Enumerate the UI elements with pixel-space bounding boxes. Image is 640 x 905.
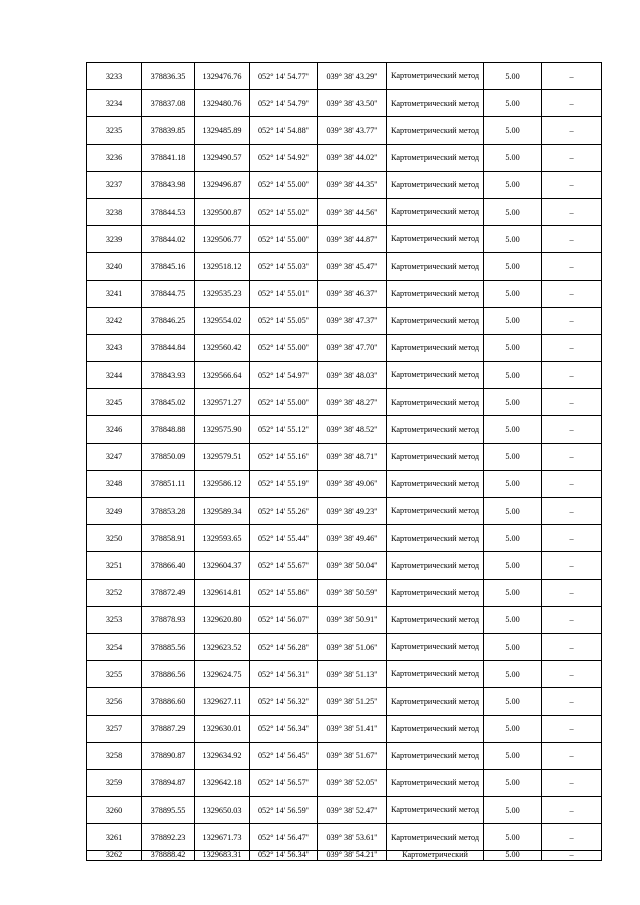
longitude-cell: 039° 38' 52.47": [318, 797, 387, 824]
method-cell: Картометрический метод: [387, 334, 484, 361]
table-row: [87, 552, 602, 579]
y-coordinate-cell: 1329500.87: [195, 198, 250, 225]
point-number-cell: 3253: [87, 606, 142, 633]
longitude-cell: 039° 38' 43.29": [318, 63, 387, 90]
table-row: [87, 198, 602, 225]
longitude-cell: 039° 38' 48.52": [318, 416, 387, 443]
table-row: [87, 171, 602, 198]
table-row: [87, 443, 602, 470]
longitude-cell: 039° 38' 48.03": [318, 362, 387, 389]
method-cell: Картометрический метод: [387, 144, 484, 171]
point-number-cell: 3243: [87, 334, 142, 361]
x-coordinate-cell: 378895.55: [142, 797, 195, 824]
point-number-cell: 3238: [87, 198, 142, 225]
x-coordinate-cell: 378843.93: [142, 362, 195, 389]
method-cell: Картометрический метод: [387, 389, 484, 416]
x-coordinate-cell: 378885.56: [142, 633, 195, 660]
table-row: [87, 851, 602, 861]
table-row: [87, 470, 602, 497]
method-cell: Картометрический метод: [387, 362, 484, 389]
table-row: [87, 715, 602, 742]
method-cell: Картометрический метод: [387, 117, 484, 144]
accuracy-cell: 5.00: [484, 389, 542, 416]
x-coordinate-cell: 378888.42: [142, 851, 195, 861]
method-cell: Картометрический метод: [387, 715, 484, 742]
x-coordinate-cell: 378845.02: [142, 389, 195, 416]
note-cell: –: [542, 824, 602, 851]
point-number-cell: 3257: [87, 715, 142, 742]
accuracy-cell: 5.00: [484, 416, 542, 443]
y-coordinate-cell: 1329579.51: [195, 443, 250, 470]
method-cell: Картометрический метод: [387, 307, 484, 334]
point-number-cell: 3250: [87, 525, 142, 552]
x-coordinate-cell: 378837.08: [142, 90, 195, 117]
y-coordinate-cell: 1329604.37: [195, 552, 250, 579]
latitude-cell: 052° 14' 56.31": [250, 661, 318, 688]
method-cell: Картометрический метод: [387, 742, 484, 769]
point-number-cell: 3242: [87, 307, 142, 334]
accuracy-cell: 5.00: [484, 63, 542, 90]
latitude-cell: 052° 14' 55.67": [250, 552, 318, 579]
note-cell: –: [542, 226, 602, 253]
point-number-cell: 3258: [87, 742, 142, 769]
point-number-cell: 3252: [87, 579, 142, 606]
table-row: [87, 661, 602, 688]
longitude-cell: 039° 38' 51.25": [318, 688, 387, 715]
y-coordinate-cell: 1329671.73: [195, 824, 250, 851]
note-cell: –: [542, 797, 602, 824]
method-cell: Картометрический метод: [387, 226, 484, 253]
point-number-cell: 3235: [87, 117, 142, 144]
point-number-cell: 3254: [87, 633, 142, 660]
note-cell: –: [542, 851, 602, 861]
method-cell: Картометрический: [387, 851, 484, 861]
latitude-cell: 052° 14' 55.01": [250, 280, 318, 307]
x-coordinate-cell: 378894.87: [142, 769, 195, 796]
note-cell: –: [542, 742, 602, 769]
longitude-cell: 039° 38' 49.23": [318, 498, 387, 525]
latitude-cell: 052° 14' 55.19": [250, 470, 318, 497]
y-coordinate-cell: 1329627.11: [195, 688, 250, 715]
y-coordinate-cell: 1329506.77: [195, 226, 250, 253]
point-number-cell: 3247: [87, 443, 142, 470]
accuracy-cell: 5.00: [484, 334, 542, 361]
accuracy-cell: 5.00: [484, 552, 542, 579]
longitude-cell: 039° 38' 53.61": [318, 824, 387, 851]
y-coordinate-cell: 1329575.90: [195, 416, 250, 443]
longitude-cell: 039° 38' 50.59": [318, 579, 387, 606]
method-cell: Картометрический метод: [387, 253, 484, 280]
latitude-cell: 052° 14' 55.86": [250, 579, 318, 606]
method-cell: Картометрический метод: [387, 525, 484, 552]
y-coordinate-cell: 1329490.57: [195, 144, 250, 171]
x-coordinate-cell: 378853.28: [142, 498, 195, 525]
table-row: [87, 498, 602, 525]
longitude-cell: 039° 38' 51.41": [318, 715, 387, 742]
method-cell: Картометрический метод: [387, 633, 484, 660]
x-coordinate-cell: 378872.49: [142, 579, 195, 606]
x-coordinate-cell: 378844.75: [142, 280, 195, 307]
table-row: [87, 117, 602, 144]
table-row: [87, 633, 602, 660]
latitude-cell: 052° 14' 55.03": [250, 253, 318, 280]
y-coordinate-cell: 1329518.12: [195, 253, 250, 280]
method-cell: Картометрический метод: [387, 797, 484, 824]
y-coordinate-cell: 1329634.92: [195, 742, 250, 769]
x-coordinate-cell: 378878.93: [142, 606, 195, 633]
accuracy-cell: 5.00: [484, 742, 542, 769]
y-coordinate-cell: 1329614.81: [195, 579, 250, 606]
table-row: [87, 334, 602, 361]
accuracy-cell: 5.00: [484, 498, 542, 525]
longitude-cell: 039° 38' 44.02": [318, 144, 387, 171]
table-row: [87, 389, 602, 416]
note-cell: –: [542, 443, 602, 470]
table-row: [87, 824, 602, 851]
latitude-cell: 052° 14' 54.79": [250, 90, 318, 117]
y-coordinate-cell: 1329624.75: [195, 661, 250, 688]
note-cell: –: [542, 280, 602, 307]
note-cell: –: [542, 688, 602, 715]
note-cell: –: [542, 63, 602, 90]
note-cell: –: [542, 606, 602, 633]
x-coordinate-cell: 378892.23: [142, 824, 195, 851]
longitude-cell: 039° 38' 49.46": [318, 525, 387, 552]
x-coordinate-cell: 378844.53: [142, 198, 195, 225]
note-cell: –: [542, 171, 602, 198]
latitude-cell: 052° 14' 56.34": [250, 715, 318, 742]
table-row: [87, 606, 602, 633]
point-number-cell: 3240: [87, 253, 142, 280]
y-coordinate-cell: 1329620.80: [195, 606, 250, 633]
accuracy-cell: 5.00: [484, 90, 542, 117]
x-coordinate-cell: 378886.60: [142, 688, 195, 715]
longitude-cell: 039° 38' 44.87": [318, 226, 387, 253]
y-coordinate-cell: 1329593.65: [195, 525, 250, 552]
latitude-cell: 052° 14' 54.77": [250, 63, 318, 90]
table-row: [87, 742, 602, 769]
accuracy-cell: 5.00: [484, 470, 542, 497]
latitude-cell: 052° 14' 55.44": [250, 525, 318, 552]
table-row: [87, 226, 602, 253]
method-cell: Картометрический метод: [387, 416, 484, 443]
latitude-cell: 052° 14' 55.16": [250, 443, 318, 470]
latitude-cell: 052° 14' 56.32": [250, 688, 318, 715]
point-number-cell: 3249: [87, 498, 142, 525]
accuracy-cell: 5.00: [484, 851, 542, 861]
note-cell: –: [542, 579, 602, 606]
note-cell: –: [542, 633, 602, 660]
accuracy-cell: 5.00: [484, 362, 542, 389]
latitude-cell: 052° 14' 54.92": [250, 144, 318, 171]
note-cell: –: [542, 144, 602, 171]
method-cell: Картометрический метод: [387, 579, 484, 606]
y-coordinate-cell: 1329650.03: [195, 797, 250, 824]
x-coordinate-cell: 378890.87: [142, 742, 195, 769]
x-coordinate-cell: 378851.11: [142, 470, 195, 497]
table-row: [87, 416, 602, 443]
point-number-cell: 3245: [87, 389, 142, 416]
accuracy-cell: 5.00: [484, 443, 542, 470]
latitude-cell: 052° 14' 56.45": [250, 742, 318, 769]
longitude-cell: 039° 38' 43.50": [318, 90, 387, 117]
y-coordinate-cell: 1329623.52: [195, 633, 250, 660]
x-coordinate-cell: 378843.98: [142, 171, 195, 198]
accuracy-cell: 5.00: [484, 633, 542, 660]
coordinates-table-body: [87, 63, 602, 861]
x-coordinate-cell: 378848.88: [142, 416, 195, 443]
point-number-cell: 3251: [87, 552, 142, 579]
latitude-cell: 052° 14' 56.28": [250, 633, 318, 660]
accuracy-cell: 5.00: [484, 226, 542, 253]
longitude-cell: 039° 38' 50.04": [318, 552, 387, 579]
table-row: [87, 688, 602, 715]
latitude-cell: 052° 14' 55.05": [250, 307, 318, 334]
table-row: [87, 63, 602, 90]
accuracy-cell: 5.00: [484, 579, 542, 606]
longitude-cell: 039° 38' 49.06": [318, 470, 387, 497]
point-number-cell: 3244: [87, 362, 142, 389]
point-number-cell: 3255: [87, 661, 142, 688]
method-cell: Картометрический метод: [387, 769, 484, 796]
x-coordinate-cell: 378845.16: [142, 253, 195, 280]
accuracy-cell: 5.00: [484, 144, 542, 171]
method-cell: Картометрический метод: [387, 198, 484, 225]
longitude-cell: 039° 38' 52.05": [318, 769, 387, 796]
accuracy-cell: 5.00: [484, 769, 542, 796]
y-coordinate-cell: 1329589.34: [195, 498, 250, 525]
method-cell: Картометрический метод: [387, 824, 484, 851]
point-number-cell: 3237: [87, 171, 142, 198]
accuracy-cell: 5.00: [484, 171, 542, 198]
note-cell: –: [542, 715, 602, 742]
coordinates-table: [86, 62, 602, 861]
table-row: [87, 769, 602, 796]
note-cell: –: [542, 253, 602, 280]
x-coordinate-cell: 378839.85: [142, 117, 195, 144]
x-coordinate-cell: 378844.02: [142, 226, 195, 253]
table-row: [87, 144, 602, 171]
x-coordinate-cell: 378850.09: [142, 443, 195, 470]
point-number-cell: 3262: [87, 851, 142, 861]
accuracy-cell: 5.00: [484, 797, 542, 824]
x-coordinate-cell: 378887.29: [142, 715, 195, 742]
longitude-cell: 039° 38' 51.13": [318, 661, 387, 688]
method-cell: Картометрический метод: [387, 171, 484, 198]
point-number-cell: 3256: [87, 688, 142, 715]
longitude-cell: 039° 38' 47.37": [318, 307, 387, 334]
longitude-cell: 039° 38' 43.77": [318, 117, 387, 144]
longitude-cell: 039° 38' 50.91": [318, 606, 387, 633]
longitude-cell: 039° 38' 44.35": [318, 171, 387, 198]
point-number-cell: 3233: [87, 63, 142, 90]
point-number-cell: 3236: [87, 144, 142, 171]
y-coordinate-cell: 1329480.76: [195, 90, 250, 117]
longitude-cell: 039° 38' 46.37": [318, 280, 387, 307]
accuracy-cell: 5.00: [484, 661, 542, 688]
method-cell: Картометрический метод: [387, 552, 484, 579]
accuracy-cell: 5.00: [484, 117, 542, 144]
longitude-cell: 039° 38' 51.06": [318, 633, 387, 660]
accuracy-cell: 5.00: [484, 253, 542, 280]
x-coordinate-cell: 378846.25: [142, 307, 195, 334]
longitude-cell: 039° 38' 44.56": [318, 198, 387, 225]
method-cell: Картометрический метод: [387, 498, 484, 525]
note-cell: –: [542, 362, 602, 389]
y-coordinate-cell: 1329535.23: [195, 280, 250, 307]
note-cell: –: [542, 498, 602, 525]
latitude-cell: 052° 14' 55.00": [250, 389, 318, 416]
method-cell: Картометрический метод: [387, 688, 484, 715]
x-coordinate-cell: 378858.91: [142, 525, 195, 552]
point-number-cell: 3261: [87, 824, 142, 851]
y-coordinate-cell: 1329496.87: [195, 171, 250, 198]
note-cell: –: [542, 198, 602, 225]
method-cell: Картометрический метод: [387, 661, 484, 688]
table-row: [87, 525, 602, 552]
method-cell: Картометрический метод: [387, 90, 484, 117]
latitude-cell: 052° 14' 55.02": [250, 198, 318, 225]
method-cell: Картометрический метод: [387, 443, 484, 470]
note-cell: –: [542, 416, 602, 443]
note-cell: –: [542, 90, 602, 117]
latitude-cell: 052° 14' 56.57": [250, 769, 318, 796]
latitude-cell: 052° 14' 55.00": [250, 171, 318, 198]
latitude-cell: 052° 14' 55.26": [250, 498, 318, 525]
table-row: [87, 579, 602, 606]
table-row: [87, 797, 602, 824]
longitude-cell: 039° 38' 48.71": [318, 443, 387, 470]
point-number-cell: 3234: [87, 90, 142, 117]
y-coordinate-cell: 1329571.27: [195, 389, 250, 416]
point-number-cell: 3260: [87, 797, 142, 824]
y-coordinate-cell: 1329642.18: [195, 769, 250, 796]
note-cell: –: [542, 470, 602, 497]
latitude-cell: 052° 14' 56.34": [250, 851, 318, 861]
latitude-cell: 052° 14' 54.97": [250, 362, 318, 389]
note-cell: –: [542, 661, 602, 688]
latitude-cell: 052° 14' 55.00": [250, 226, 318, 253]
accuracy-cell: 5.00: [484, 198, 542, 225]
y-coordinate-cell: 1329586.12: [195, 470, 250, 497]
method-cell: Картометрический метод: [387, 470, 484, 497]
latitude-cell: 052° 14' 56.59": [250, 797, 318, 824]
point-number-cell: 3259: [87, 769, 142, 796]
longitude-cell: 039° 38' 48.27": [318, 389, 387, 416]
accuracy-cell: 5.00: [484, 715, 542, 742]
accuracy-cell: 5.00: [484, 688, 542, 715]
longitude-cell: 039° 38' 51.67": [318, 742, 387, 769]
note-cell: –: [542, 389, 602, 416]
accuracy-cell: 5.00: [484, 824, 542, 851]
latitude-cell: 052° 14' 55.00": [250, 334, 318, 361]
x-coordinate-cell: 378836.35: [142, 63, 195, 90]
y-coordinate-cell: 1329630.01: [195, 715, 250, 742]
note-cell: –: [542, 769, 602, 796]
x-coordinate-cell: 378886.56: [142, 661, 195, 688]
note-cell: –: [542, 117, 602, 144]
method-cell: Картометрический метод: [387, 63, 484, 90]
accuracy-cell: 5.00: [484, 280, 542, 307]
point-number-cell: 3248: [87, 470, 142, 497]
longitude-cell: 039° 38' 45.47": [318, 253, 387, 280]
x-coordinate-cell: 378844.84: [142, 334, 195, 361]
latitude-cell: 052° 14' 54.88": [250, 117, 318, 144]
y-coordinate-cell: 1329554.02: [195, 307, 250, 334]
point-number-cell: 3246: [87, 416, 142, 443]
longitude-cell: 039° 38' 54.21": [318, 851, 387, 861]
table-row: [87, 362, 602, 389]
longitude-cell: 039° 38' 47.70": [318, 334, 387, 361]
latitude-cell: 052° 14' 56.47": [250, 824, 318, 851]
table-row: [87, 307, 602, 334]
note-cell: –: [542, 334, 602, 361]
y-coordinate-cell: 1329476.76: [195, 63, 250, 90]
y-coordinate-cell: 1329560.42: [195, 334, 250, 361]
accuracy-cell: 5.00: [484, 606, 542, 633]
point-number-cell: 3239: [87, 226, 142, 253]
method-cell: Картометрический метод: [387, 280, 484, 307]
y-coordinate-cell: 1329566.64: [195, 362, 250, 389]
accuracy-cell: 5.00: [484, 525, 542, 552]
latitude-cell: 052° 14' 56.07": [250, 606, 318, 633]
y-coordinate-cell: 1329683.31: [195, 851, 250, 861]
table-row: [87, 280, 602, 307]
y-coordinate-cell: 1329485.89: [195, 117, 250, 144]
method-cell: Картометрический метод: [387, 606, 484, 633]
accuracy-cell: 5.00: [484, 307, 542, 334]
note-cell: –: [542, 525, 602, 552]
note-cell: –: [542, 307, 602, 334]
latitude-cell: 052° 14' 55.12": [250, 416, 318, 443]
point-number-cell: 3241: [87, 280, 142, 307]
table-row: [87, 253, 602, 280]
x-coordinate-cell: 378866.40: [142, 552, 195, 579]
note-cell: –: [542, 552, 602, 579]
x-coordinate-cell: 378841.18: [142, 144, 195, 171]
table-row: [87, 90, 602, 117]
